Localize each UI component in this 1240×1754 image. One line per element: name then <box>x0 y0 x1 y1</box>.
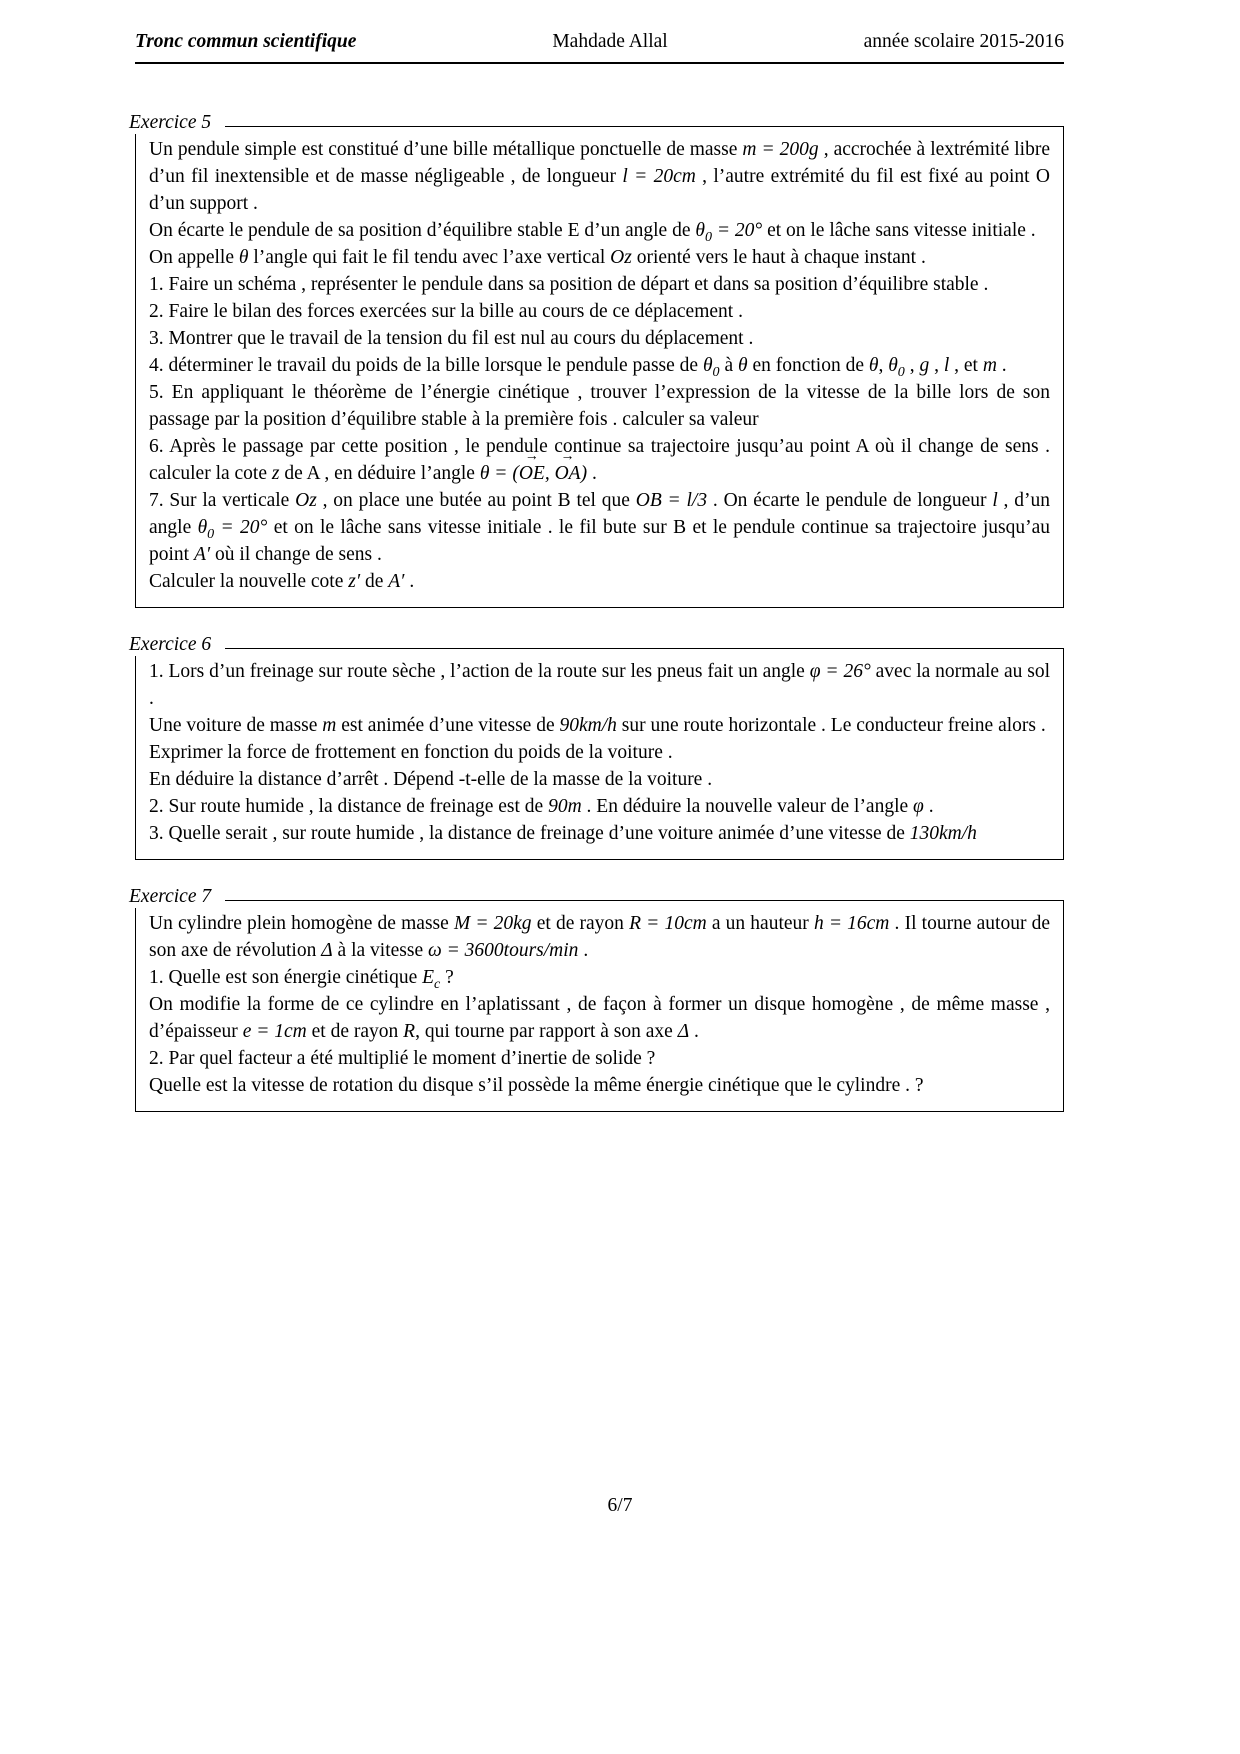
exercise-paragraph: Quelle est la vitesse de rotation du disque s’il possède la même énergie cinétique que le cylindre . ? <box>149 1075 924 1096</box>
exercise-paragraph: 3. Montrer que le travail de la tension du fil est nul au cours du déplacement . <box>149 328 754 349</box>
exercise-paragraph: Un pendule simple est constitué d’une bille métallique ponctuelle de masse m = 200g , accrochée à lextrémité libre d’un fil inextensible et de masse négligeable , de longueur l = 20cm , l’autre extrémité du fil est fixé au point O d’un support . <box>149 139 1050 214</box>
exercise-paragraph: 3. Quelle serait , sur route humide , la distance de freinage d’une voiture animée d’une vitesse de 130km/h <box>149 823 977 844</box>
exercise-paragraph: 5. En appliquant le théorème de l’énergie cinétique , trouver l’expression de la vitesse de la bille lors de son passage par la position d’équilibre stable à la première fois . calculer sa valeur <box>149 382 1050 430</box>
exercise-paragraph: Calculer la nouvelle cote z′ de A′ . <box>149 571 415 592</box>
exercise-paragraph: On modifie la forme de ce cylindre en l’aplatissant , de façon à former un disque homogène , de même masse , d’épaisseur e = 1cm et de rayon R, qui tourne par rapport à son axe Δ . <box>149 994 1050 1042</box>
exercise-6-title: Exercice 6 <box>129 633 225 656</box>
exercise-paragraph: 1. Quelle est son énergie cinétique $E_c$ ? <box>149 967 454 992</box>
exercise-paragraph: 1. Lors d’un freinage sur route sèche , l’action de la route sur les pneus fait un angle φ = 26° avec la normale au sol . <box>149 661 1050 709</box>
page-footer: 6/7 <box>607 1495 633 1516</box>
exercise-paragraph: 4. déterminer le travail du poids de la bille lorsque le pendule passe de $\theta_0$ à θ en fonction de θ, $\theta_0$ , g , l , et m . <box>149 355 1007 380</box>
exercise-paragraph: 2. Par quel facteur a été multiplié le moment d’inertie de solide ? <box>149 1048 656 1069</box>
header-course-title: Tronc commun scientifique <box>135 31 357 52</box>
exercise-paragraph: 1. Faire un schéma , représenter le pendule dans sa position de départ et dans sa position d’équilibre stable . <box>149 274 989 295</box>
exercise-7-title: Exercice 7 <box>129 885 225 908</box>
exercise-5-box <box>129 112 1064 608</box>
exercise-7-box <box>129 886 1064 1112</box>
exercise-paragraph: 2. Faire le bilan des forces exercées sur la bille au cours de ce déplacement . <box>149 301 743 322</box>
exercise-paragraph: 7. Sur la verticale Oz , on place une butée au point B tel que OB = l/3 . On écarte le pendule de longueur l , d’un angle $\theta_0 = 20^\circ$ et on le lâche sans vitesse initiale . le fil bute sur B et le pendule continue sa trajectoire jusqu’au point A′ où il change de sens . <box>149 490 1050 565</box>
exercise-paragraph: 2. Sur route humide , la distance de freinage est de 90m . En déduire la nouvelle valeur de l’angle φ . <box>149 796 934 817</box>
page-header <box>135 28 1064 64</box>
exercise-paragraph: Exprimer la force de frottement en fonction du poids de la voiture . <box>149 742 673 763</box>
exercise-paragraph: Une voiture de masse m est animée d’une vitesse de 90km/h sur une route horizontale . Le conducteur freine alors . <box>149 715 1046 736</box>
exercise-paragraph: En déduire la distance d’arrêt . Dépend -t-elle de la masse de la voiture . <box>149 769 713 790</box>
header-author: Mahdade Allal <box>552 31 668 52</box>
exercise-paragraph: 6. Après le passage par cette position , le pendule continue sa trajectoire jusqu’au point A où il change de sens . calculer la cote z de A , en déduire l’angle θ = (→ OE, → OA) . <box>149 433 1050 487</box>
exercise-6-box <box>129 634 1064 860</box>
header-school-year: année scolaire 2015-2016 <box>863 31 1064 52</box>
exercise-paragraph: Un cylindre plein homogène de masse M = 20kg et de rayon R = 10cm a un hauteur h = 16cm . Il tourne autour de son axe de révolution Δ à la vitesse ω = 3600tours/min . <box>149 913 1051 961</box>
exercise-paragraph: On appelle θ l’angle qui fait le fil tendu avec l’axe vertical Oz orienté vers le haut à chaque instant . <box>149 247 926 268</box>
exercise-5-title: Exercice 5 <box>129 111 225 134</box>
exercise-paragraph: On écarte le pendule de sa position d’équilibre stable E d’un angle de $\theta_0 = 20^\circ$ et on le lâche sans vitesse initiale . <box>149 220 1036 245</box>
content-column <box>129 28 1064 1112</box>
